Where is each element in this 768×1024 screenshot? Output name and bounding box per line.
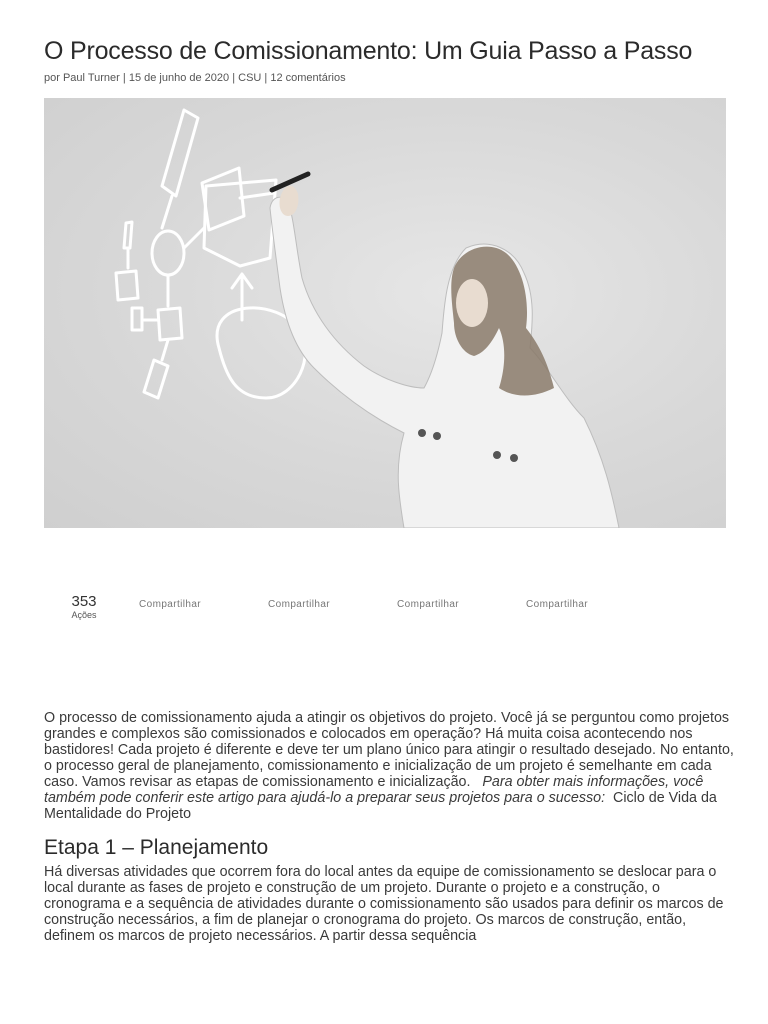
page-title: O Processo de Comissionamento: Um Guia Passo a Passo: [44, 37, 693, 65]
article-header: [44, 38, 728, 528]
share-button[interactable]: Compartilhar: [139, 599, 202, 610]
share-count-label: Ações: [71, 610, 97, 620]
hero-image: [44, 98, 726, 528]
article-meta: [44, 72, 728, 84]
share-button[interactable]: Compartilhar: [268, 599, 331, 610]
step1-heading: Etapa 1 – Planejamento: [44, 836, 269, 859]
category-link[interactable]: CSU: [238, 72, 262, 84]
step1-paragraph: Há diversas atividades que ocorrem fora do local antes da equipe de comissionamento se deslocar para o local durante as fases de projeto e construção de um projeto. Durante o projeto e a construção, o cronograma e a sequência de atividades durante o comissionamento são usados para definir os marcos de construção necessários, a fim de planejar o cronograma do projeto. Os marcos de construção, então, definem os marcos de projeto necessários. A partir dessa sequência: [44, 864, 724, 944]
meta-separator: |: [261, 72, 271, 84]
share-count: [64, 594, 104, 620]
article-body: [44, 710, 734, 944]
intro-italic-text: Para obter mais informações, você também pode conferir este artigo para ajudá-lo a preparar seus projetos para o sucesso:: [44, 774, 704, 806]
author-link[interactable]: Paul Turner: [62, 72, 120, 84]
social-share-bar: [64, 594, 684, 626]
share-count-number: 353: [71, 593, 97, 610]
intro-text: O processo de comissionamento ajuda a atingir os objetivos do projeto. Você já se perguntou como projetos grandes e complexos são comissionados e colocados em operação? Há muita coisa acontecendo nos bastidores! Cada projeto é diferente e deve ter um plano único para atingir o resultado desejado. No entanto, o processo geral de planejamento, comissionamento e inicialização de um projeto é semelhante em cada caso. Vamos revisar as etapas de comissionamento e inicialização.: [44, 710, 734, 790]
comments-link[interactable]: 12 comentários: [270, 72, 346, 84]
share-button[interactable]: Compartilhar: [526, 599, 589, 610]
meta-separator: |: [229, 72, 239, 84]
project-lifecycle-link[interactable]: Ciclo de Vida da Mentalidade do Projeto: [44, 790, 717, 822]
intro-paragraph: [44, 710, 734, 822]
share-button[interactable]: Compartilhar: [397, 599, 460, 610]
woman-drawing-flowchart-illustration: [44, 98, 726, 528]
post-date: 15 de junho de 2020: [128, 72, 230, 84]
meta-separator: |: [119, 72, 129, 84]
meta-prefix: por: [44, 72, 63, 84]
